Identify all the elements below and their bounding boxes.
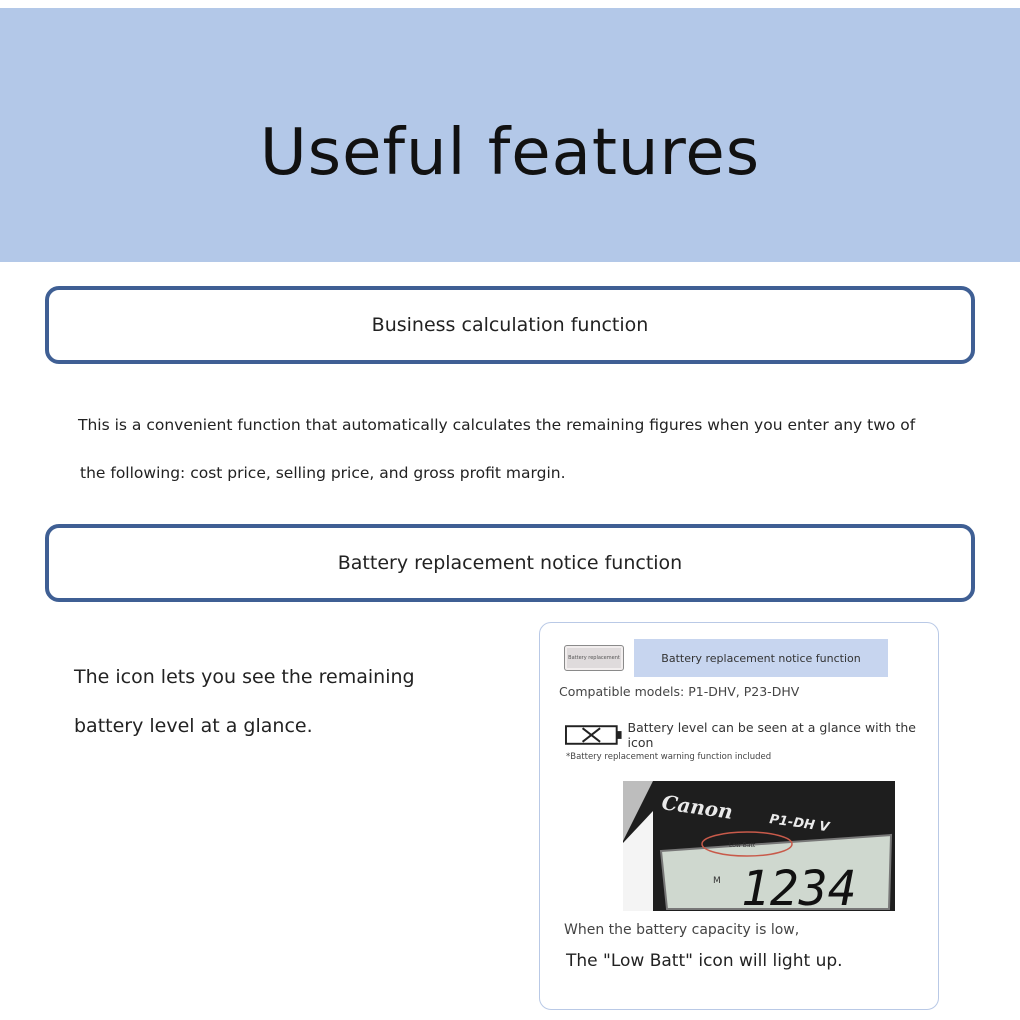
mini-button-label: Battery replacement: [568, 655, 620, 661]
battery-notice-description: [74, 653, 454, 751]
battery-notice-description-line2: battery level at a glance.: [74, 715, 313, 737]
business-calc-heading: Business calculation function: [371, 314, 649, 336]
battery-notice-label: [634, 639, 888, 677]
battery-notice-heading: Battery replacement notice function: [337, 552, 683, 574]
calculator-brand: Canon: [660, 790, 735, 824]
calculator-low-batt-indicator: Low Batt: [729, 842, 756, 849]
business-calc-description-line2: the following: cost price, selling price, and gross profit margin.: [80, 464, 566, 482]
calculator-memory-indicator: M: [713, 876, 721, 886]
compatible-models: Compatible models: P1-DHV, P23-DHV: [559, 684, 800, 699]
battery-notice-description-line1: The icon lets you see the remaining: [74, 666, 415, 688]
business-calc-description-line1: This is a convenient function that automatically calculates the remaining figures when you enter any two of: [78, 416, 916, 434]
battery-level-text: Battery level can be seen at a glance with the icon: [627, 720, 916, 750]
calculator-display-image: [623, 781, 895, 911]
battery-replacement-mini-button: [564, 645, 624, 671]
battery-feature-card: [539, 622, 939, 1010]
business-calc-heading-box: [45, 286, 975, 364]
low-battery-caption-line2: The "Low Batt" icon will light up.: [566, 951, 843, 971]
low-battery-caption-line1: When the battery capacity is low,: [564, 922, 800, 938]
battery-notice-label-text: Battery replacement notice function: [661, 651, 861, 665]
page-title: Useful features: [259, 116, 761, 190]
calculator-model: P1-DH V: [768, 812, 831, 836]
battery-icon: [565, 725, 624, 745]
battery-level-row: [565, 720, 938, 750]
calculator-digits: 1234: [741, 861, 857, 911]
header-banner: [0, 8, 1020, 262]
battery-notice-heading-box: [45, 524, 975, 602]
warning-note: *Battery replacement warning function included: [566, 752, 772, 762]
